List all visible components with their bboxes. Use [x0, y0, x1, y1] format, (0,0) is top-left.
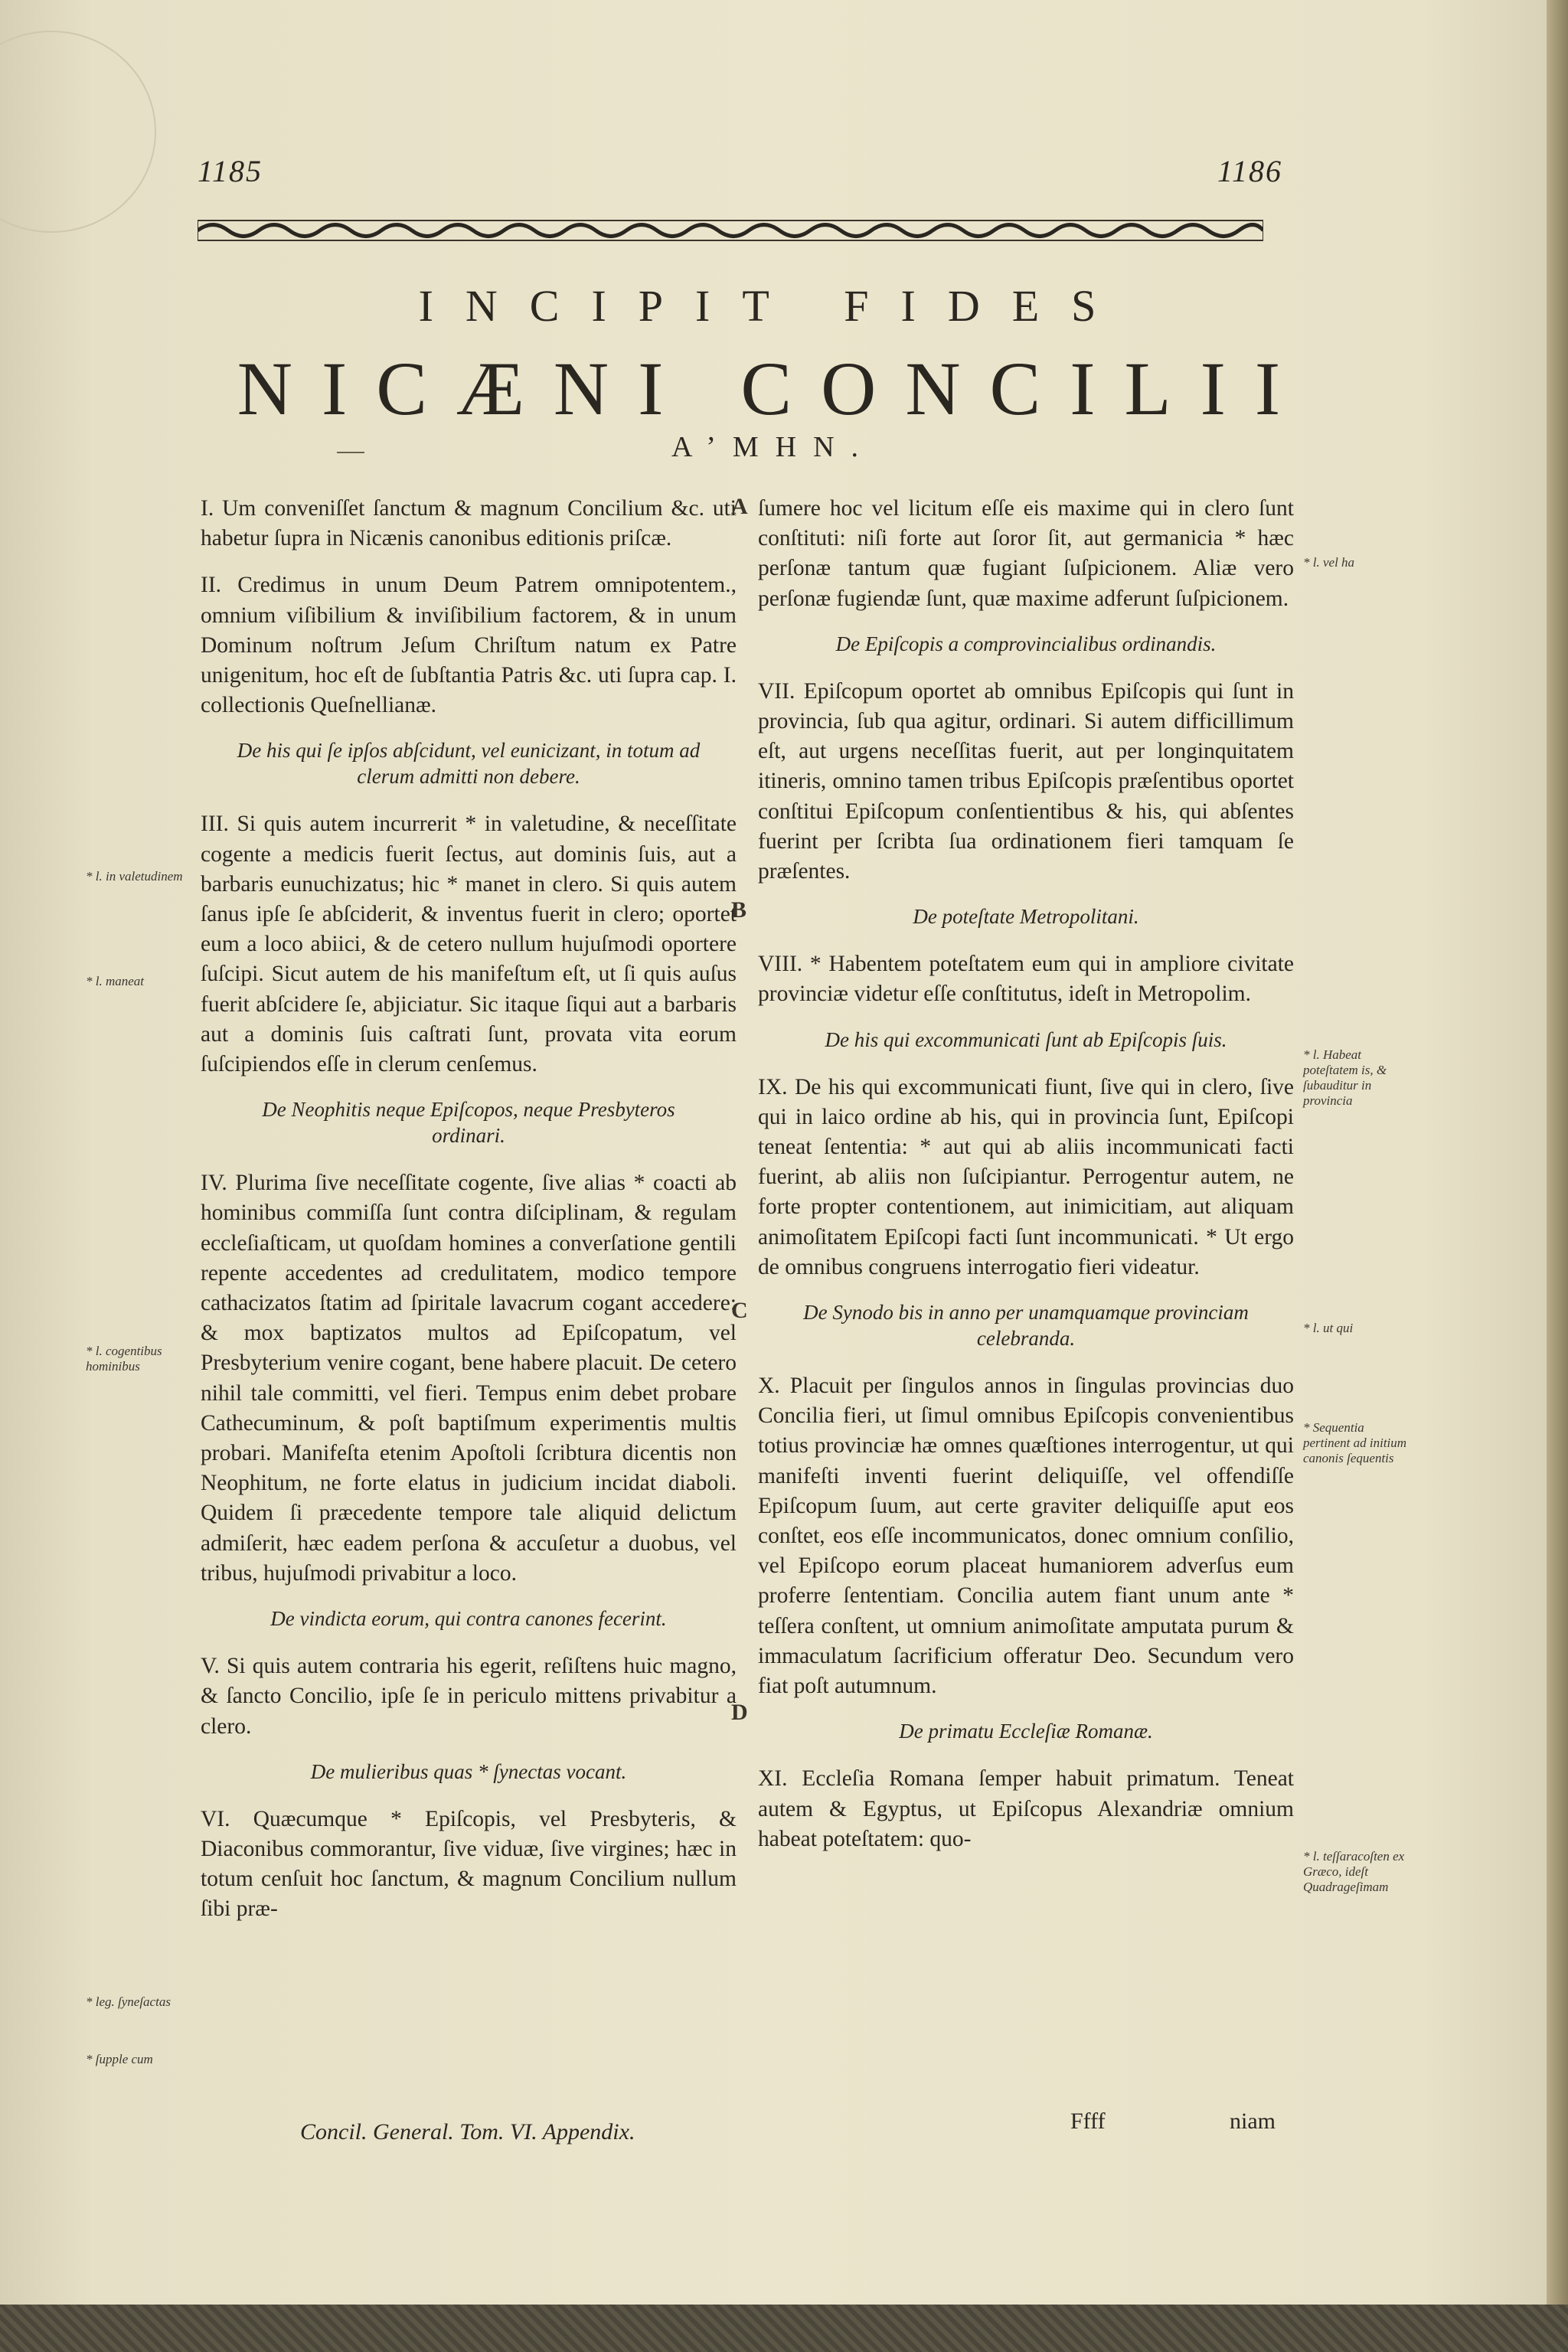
- right-note: * l. Habeat poteſtatem is, & ſubauditur in provincia: [1303, 1047, 1387, 1108]
- right-column-paragraph: VIII. * Habentem poteſtatem eum qui in ampliore civitate provinciæ videtur eſſe conſtitutus, ideſt in Metropolim.: [758, 952, 1294, 1007]
- left-column-heading: De Neophitis neque Epiſcopos, neque Presbyteros ordinari.: [262, 1098, 675, 1148]
- left-column: [201, 494, 737, 1942]
- right-column-paragraph: ſumere hoc vel licitum eſſe eis maxime qui in clero ſunt conſtituti: niſi forte aut ſoror ſit, aut germanicia * hæc perſonæ tantum quæ fugiant ſuſpicionem. Aliæ vero perſonæ fugiendæ ſunt, quæ maxime adferunt ſuſpicionem.: [758, 496, 1294, 611]
- background-cloth: [0, 2305, 1568, 2352]
- right-column-paragraph: VII. Epiſcopum oportet ab omnibus Epiſcopis qui ſunt in provincia, ſub qua agitur, ordinari. Si autem difficillimum eſt, aut urgens neceſſitas fuerit, aut per longinquitatem itineris, omnino tamen tribus Epiſcopis præſentibus oportet conſtitui Epiſcopum conſentientibus & his, qui abſentes fuerint per ſcribta ſua ordinationem fieri tamquam ſe præſentes.: [758, 678, 1294, 884]
- right-note: * Sequentia pertinent ad initium canonis ſequentis: [1303, 1420, 1407, 1465]
- footer-citation: Concil. General. Tom. VI. Appendix.: [300, 2119, 635, 2145]
- right-column-heading: De Epiſcopis a comprovincialibus ordinandis.: [835, 632, 1217, 655]
- right-note: * l. teſſaracoſten ex Græco, ideſt Quadrageſimam: [1303, 1849, 1405, 1894]
- left-column-paragraph: II. Credimus in unum Deum Patrem omnipotentem., omnium viſibilium & inviſibilium factorem, & in unum Dominum noſtrum Jeſum Chriſtum natum ex Patre unigenitum, hoc eſt de ſubſtantia Patris &c. uti ſupra cap. I. collectionis Queſnellianæ.: [201, 573, 737, 718]
- right-column-heading: De poteſtate Metropolitani.: [913, 905, 1139, 929]
- left-column-heading: De mulieribus quas * ſynectas vocant.: [310, 1759, 627, 1783]
- left-note: * ſupple cum: [86, 2052, 153, 2066]
- right-note: * l. ut qui: [1303, 1321, 1354, 1335]
- page-number-right: 1186: [1217, 154, 1283, 188]
- right-column-heading: De Synodo bis in anno per unamquamque provinciam celebranda.: [803, 1301, 1249, 1351]
- ornamental-border: [198, 217, 1263, 243]
- right-column-heading: De primatu Eccleſiæ Romanæ.: [899, 1720, 1153, 1743]
- section-mark-a: A: [731, 494, 748, 519]
- left-column-paragraph: IV. Plurima ſive neceſſitate cogente, ſive alias * coacti ab hominibus commiſſa ſunt contra diſciplinam, & regulam eccleſiaſticam, ut quoſdam homines a converſatione gentili repente accedentes ad credulitatem, modico tempore cathacizatos ſtatim ad ſpiritale lavacrum cogant accedere: & mox baptizatos multos ad Epiſcopatum, vel Presbyterium venire cogant, bene habere placuit. De cetero nihil tale committi, vel fieri. Tempus enim debet probare Cathecuminum, & poſt baptiſmum experimentis multis probari. Manifeſta etenim Apoſtoli ſcribtura dicentis non Neophitum, ne forte elatus in judicium incidat diaboli. Quidem ſi præcedente tempore tale aliquid delictum admiſerit, hæc eadem perſona & accuſetur a duobus, vel tribus, hujuſmodi privabitur a loco.: [201, 1171, 737, 1586]
- title-line-1: INCIPIT FIDES: [418, 281, 1129, 331]
- catchword: niam: [1230, 2109, 1276, 2134]
- left-note: * leg. ſyneſactas: [86, 1994, 171, 2009]
- title-line-3: A’MHN.: [671, 431, 876, 463]
- left-note: * l. maneat: [86, 974, 145, 988]
- signature-mark: Ffff: [1070, 2109, 1106, 2134]
- page-number-left: 1185: [198, 154, 263, 188]
- left-column-paragraph: I. Um conveniſſet ſanctum & magnum Concilium &c. uti habetur ſupra in Nicænis canonibus editionis priſcæ.: [201, 496, 737, 551]
- section-mark-c: C: [731, 1298, 748, 1323]
- right-column-heading: De his qui excommunicati ſunt ab Epiſcopis ſuis.: [825, 1027, 1227, 1051]
- right-column-paragraph: X. Placuit per ſingulos annos in ſingulas provincias duo Concilia fieri, ut ſimul omnibus Epiſcopis convenientibus totius provinciæ hæ omnes quæſtiones interrogentur, ut qui manifeſti inventi fuerint deliquiſſe, vel offendiſſe Epiſcopum ſuum, aut certe graviter deliquiſſe aput eos conſtet, eos eſſe incommunicatos, donec omnium conſilio, vel Epiſcopo eorum placeat humaniorem adverſus eum proferre ſententiam. Concilia autem fiant unum ante * teſſera conſtent, ut omnium animoſitate amputata purum & immaculatum ſacrificium offeratur Deo. Secundum vero fiat poſt autumnum.: [758, 1374, 1294, 1699]
- right-column-paragraph: IX. De his qui excommunicati fiunt, ſive qui in clero, ſive qui in laico ordine ab his, qui in provincia ſunt, Epiſcopi teneat ſententia: * aut qui ab aliis incommunicati facti fuerint, ab aliis non ſuſcipiantur. Perrogentur autem, ne forte propter contentionem, aut inimicitiam, aut aliquam animoſitatem Epiſcopi facti ſunt incommunicati. * Ut ergo de omnibus congruens interrogatio fieri videatur.: [758, 1074, 1294, 1279]
- page-stain: [0, 31, 156, 233]
- left-column-heading: De vindicta eorum, qui contra canones fecerint.: [270, 1607, 667, 1631]
- left-column-heading: De his qui ſe ipſos abſcidunt, vel eunicizant, in totum ad clerum admitti non debere.: [237, 739, 701, 789]
- left-note: * l. cogentibus hominibus: [86, 1344, 162, 1374]
- section-mark-b: B: [731, 897, 747, 923]
- title-line-2: NICÆNI CONCILII: [237, 346, 1310, 431]
- left-column-paragraph: III. Si quis autem incurrerit * in valetudine, & neceſſitate cogente a medicis fuerit ſectus, aut dominis ſuis, aut a barbaris eunuchizatus; hic * manet in clero. Si quis autem ſanus ipſe ſe abſciderit, & inventus fuerit in clero; oportet eum a loco abiici, & de cetero nullum hujuſmodi oportere ſuſcipi. Sicut autem de his manifeſtum eſt, ut ſi quis auſus fuerit abſcidere ſe, abjiciatur. Sic itaque ſiqui aut a barbaris aut a dominis ſuis caſtrati ſunt, provata vita eorum ſuſcipiendos eſſe in clerum cenſemus.: [201, 812, 737, 1077]
- left-column-paragraph: VI. Quæcumque * Epiſcopis, vel Presbyteris, & Diaconibus commorantur, ſive viduæ, ſive virgines; hæc in totum cenſuit hoc ſanctum, & magnum Concilium nullum ſibi præ-: [201, 1806, 737, 1922]
- right-column-paragraph: XI. Eccleſia Romana ſemper habuit primatum. Teneat autem & Egyptus, ut Epiſcopus Alexandriæ omnium habeat poteſtatem: quo-: [758, 1766, 1294, 1851]
- right-note: * l. vel ha: [1303, 555, 1355, 570]
- left-note: * l. in valetudinem: [86, 869, 183, 884]
- right-column: [758, 494, 1294, 1871]
- section-mark-d: D: [731, 1700, 748, 1725]
- page-edge: [1547, 0, 1568, 2352]
- left-column-paragraph: V. Si quis autem contraria his egerit, reſiſtens huic magno, & ſancto Concilio, ipſe ſe in periculo mittens privabitur a clero.: [201, 1654, 737, 1739]
